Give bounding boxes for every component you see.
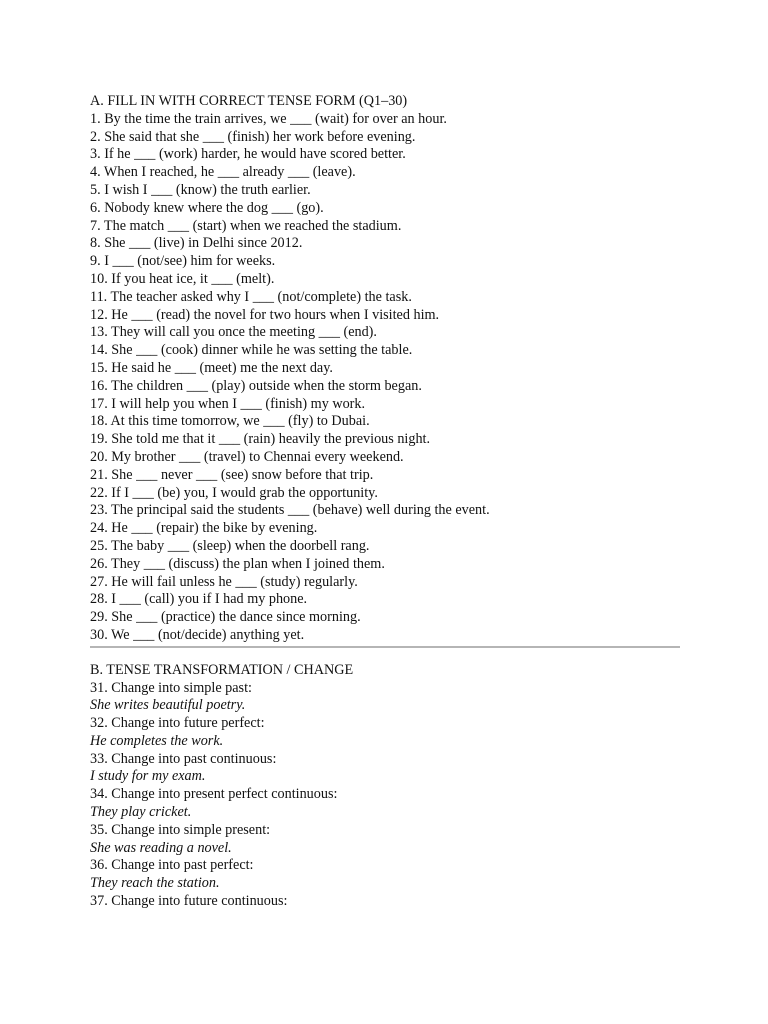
question-item: 18. At this time tomorrow, we ___ (fly) to Dubai.	[90, 413, 370, 430]
question-item: 21. She ___ never ___ (see) snow before that trip.	[90, 466, 374, 483]
transformation-sentence: They play cricket.	[90, 804, 192, 821]
question-item: 29. She ___ (practice) the dance since morning.	[90, 609, 361, 626]
question-item: 5. I wish I ___ (know) the truth earlier.	[90, 181, 311, 198]
transformation-instruction: 32. Change into future perfect:	[90, 715, 265, 732]
transformation-sentence: I study for my exam.	[90, 768, 206, 785]
transformation-sentence: They reach the station.	[90, 875, 220, 892]
question-item: 1. By the time the train arrives, we ___ (wait) for over an hour.	[90, 110, 447, 127]
section-b-heading: B. TENSE TRANSFORMATION / CHANGE	[90, 661, 354, 678]
question-item: 24. He ___ (repair) the bike by evening.	[90, 520, 318, 537]
question-item: 4. When I reached, he ___ already ___ (leave).	[90, 164, 356, 181]
question-item: 30. We ___ (not/decide) anything yet.	[90, 626, 305, 643]
transformation-instruction: 35. Change into simple present:	[90, 821, 271, 838]
question-item: 16. The children ___ (play) outside when the storm began.	[90, 377, 422, 394]
question-item: 28. I ___ (call) you if I had my phone.	[90, 591, 308, 608]
question-item: 22. If I ___ (be) you, I would grab the opportunity.	[90, 484, 378, 501]
question-item: 10. If you heat ice, it ___ (melt).	[90, 270, 275, 287]
question-item: 7. The match ___ (start) when we reached the stadium.	[90, 217, 402, 234]
question-item: 15. He said he ___ (meet) me the next day.	[90, 359, 333, 376]
section-a-heading: A. FILL IN WITH CORRECT TENSE FORM (Q1–30)	[90, 93, 408, 109]
question-item: 14. She ___ (cook) dinner while he was setting the table.	[90, 342, 413, 359]
question-item: 25. The baby ___ (sleep) when the doorbell rang.	[90, 537, 370, 554]
worksheet-page	[90, 93, 680, 911]
transformation-sentence: She writes beautiful poetry.	[90, 697, 246, 714]
question-item: 26. They ___ (discuss) the plan when I joined them.	[90, 555, 385, 572]
transformation-sentence: She was reading a novel.	[90, 839, 232, 856]
transformation-instruction: 33. Change into past continuous:	[90, 750, 277, 767]
question-item: 2. She said that she ___ (finish) her work before evening.	[90, 128, 416, 145]
question-item: 13. They will call you once the meeting ___ (end).	[90, 324, 377, 341]
transformation-instruction: 31. Change into simple past:	[90, 679, 252, 696]
question-item: 6. Nobody knew where the dog ___ (go).	[90, 199, 324, 216]
section-a-question-list	[90, 111, 680, 645]
transformation-instruction: 36. Change into past perfect:	[90, 857, 254, 874]
transformation-instruction: 34. Change into present perfect continuous:	[90, 786, 338, 803]
section-b-question-list	[90, 680, 680, 911]
section-divider	[90, 646, 680, 648]
question-item: 9. I ___ (not/see) him for weeks.	[90, 253, 276, 270]
section-b	[90, 662, 680, 911]
question-item: 3. If he ___ (work) harder, he would have scored better.	[90, 146, 406, 163]
transformation-sentence: He completes the work.	[90, 732, 224, 749]
question-item: 19. She told me that it ___ (rain) heavily the previous night.	[90, 431, 431, 448]
question-item: 27. He will fail unless he ___ (study) regularly.	[90, 573, 358, 590]
question-item: 23. The principal said the students ___ (behave) well during the event.	[90, 502, 490, 519]
question-item: 12. He ___ (read) the novel for two hours when I visited him.	[90, 306, 440, 323]
question-item: 20. My brother ___ (travel) to Chennai every weekend.	[90, 448, 404, 465]
section-a	[90, 93, 680, 645]
question-item: 8. She ___ (live) in Delhi since 2012.	[90, 235, 303, 252]
question-item: 11. The teacher asked why I ___ (not/complete) the task.	[90, 288, 412, 305]
question-item: 17. I will help you when I ___ (finish) my work.	[90, 395, 366, 412]
transformation-instruction: 37. Change into future continuous:	[90, 893, 288, 910]
